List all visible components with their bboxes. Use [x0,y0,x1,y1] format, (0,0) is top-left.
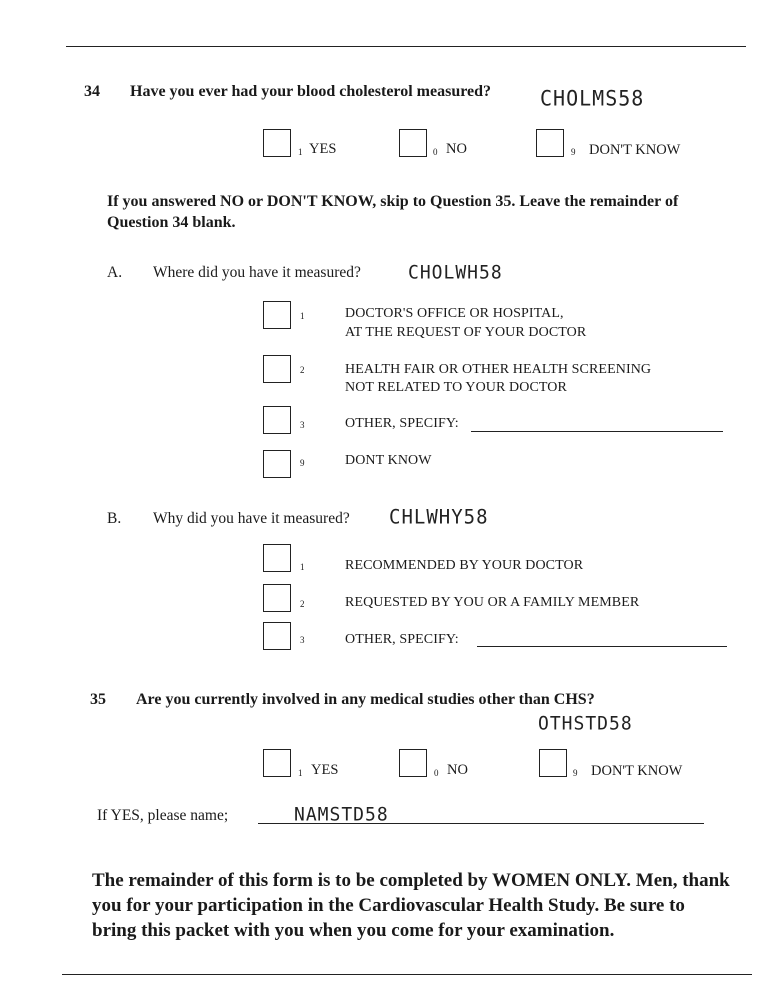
q34a-variable-code: CHOLWH58 [408,261,503,284]
question-34-text: Have you ever had your blood cholesterol measured? [130,83,492,100]
q34a-letter: A. [107,264,123,281]
q34b-text: Why did you have it measured? [153,510,350,527]
q34a-option-1-code: 1 [300,311,305,321]
q34-skip-instruction: If you answered NO or DON'T KNOW, skip to Question 35. Leave the remainder of Question 34 blank. [107,193,679,231]
q35-dont-know-label: DON'T KNOW [591,763,683,779]
q34a-option-1-line2: AT THE REQUEST OF YOUR DOCTOR [345,325,587,340]
q35-yes-checkbox[interactable] [263,749,291,777]
q34-dont-know-label: DON'T KNOW [589,142,681,158]
q34a-option-3-code: 3 [300,420,305,430]
q34a-option-1-checkbox[interactable] [263,301,291,329]
q34-dont-know-code: 9 [571,147,576,157]
q34b-option-3-label: OTHER, SPECIFY: [345,632,459,647]
question-35-number: 35 [90,691,106,708]
q34b-option-2-checkbox[interactable] [263,584,291,612]
closing-statement: The remainder of this form is to be completed by WOMEN ONLY. Men, thank you for your participation in the Cardiovascular Health Study. Be sure to bring this packet with you when you come for your examination. [92,870,730,941]
question-34-number: 34 [84,83,100,100]
question-35-variable-code: OTHSTD58 [538,712,633,735]
q34a-option-2-code: 2 [300,365,305,375]
q34a-text: Where did you have it measured? [153,264,361,281]
q34a-option-9-label: DONT KNOW [345,453,432,468]
question-35-text: Are you currently involved in any medical studies other than CHS? [136,691,595,708]
q34b-option-2-code: 2 [300,599,305,609]
q35-yes-code: 1 [298,768,303,778]
top-rule [66,46,746,47]
q35-no-code: 0 [434,768,439,778]
q34a-option-2-line1: HEALTH FAIR OR OTHER HEALTH SCREENING [345,362,652,377]
q34-yes-code: 1 [298,147,303,157]
q35-no-label: NO [447,762,468,778]
q34a-other-specify-field[interactable] [471,431,723,432]
q34b-option-3-checkbox[interactable] [263,622,291,650]
q34-dont-know-checkbox[interactable] [536,129,564,157]
q34-no-code: 0 [433,147,438,157]
q35-yes-label: YES [311,762,339,778]
q34b-option-3-code: 3 [300,635,305,645]
q34b-other-specify-field[interactable] [477,646,727,647]
q34b-option-1-code: 1 [300,562,305,572]
q35-no-checkbox[interactable] [399,749,427,777]
q34a-option-9-checkbox[interactable] [263,450,291,478]
q34-no-checkbox[interactable] [399,129,427,157]
q35-dont-know-checkbox[interactable] [539,749,567,777]
q34a-option-1-line1: DOCTOR'S OFFICE OR HOSPITAL, [345,306,564,321]
q34b-letter: B. [107,510,122,527]
q34b-variable-code: CHLWHY58 [389,505,489,529]
q34a-option-3-checkbox[interactable] [263,406,291,434]
q34a-option-9-code: 9 [300,458,305,468]
q35-name-variable-code: NAMSTD58 [294,803,389,826]
q35-dont-know-code: 9 [573,768,578,778]
q34-yes-label: YES [309,141,337,157]
q34a-option-2-line2: NOT RELATED TO YOUR DOCTOR [345,380,567,395]
q35-name-prompt: If YES, please name; [97,807,229,824]
q34-yes-checkbox[interactable] [263,129,291,157]
q34-no-label: NO [446,141,467,157]
question-34-variable-code: CHOLMS58 [540,85,645,111]
q34a-option-3-label: OTHER, SPECIFY: [345,416,459,431]
q34b-option-2-label: REQUESTED BY YOU OR A FAMILY MEMBER [345,595,640,610]
q34b-option-1-label: RECOMMENDED BY YOUR DOCTOR [345,558,584,573]
bottom-rule [62,974,752,975]
q34b-option-1-checkbox[interactable] [263,544,291,572]
q34a-option-2-checkbox[interactable] [263,355,291,383]
